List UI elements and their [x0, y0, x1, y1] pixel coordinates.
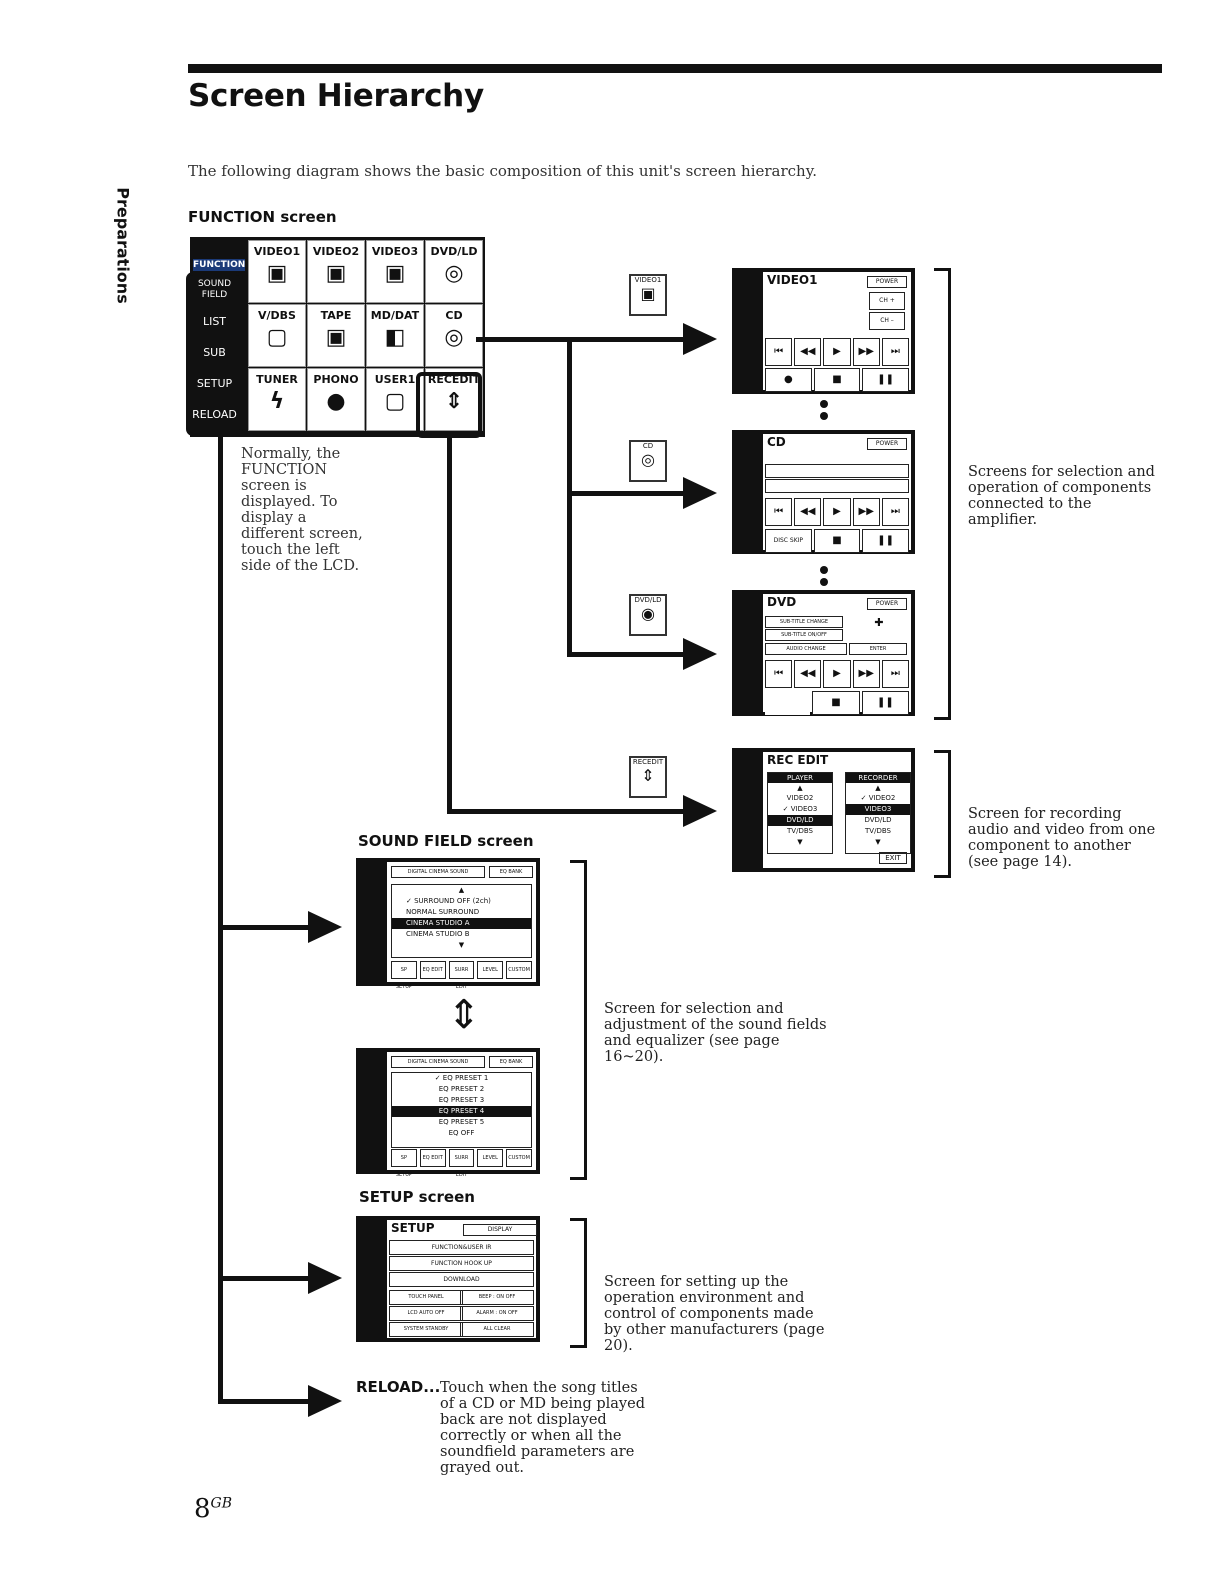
- sound-field-heading: SOUND FIELD screen: [358, 832, 534, 850]
- bracket: [570, 860, 587, 1180]
- ellipsis-icon: [820, 412, 828, 420]
- arrow-icon: [683, 638, 717, 670]
- cursor-pad-icon[interactable]: ✚: [874, 616, 884, 629]
- list-item[interactable]: EQ PRESET 5: [438, 1118, 485, 1126]
- tape-icon: ▣: [266, 261, 288, 286]
- recedit-button[interactable]: RECEDIT ⇕: [629, 756, 667, 798]
- dvd-screen: [732, 590, 915, 716]
- function-note: Normally, the FUNCTION screen is displayed. To display a different screen, touch the left side of the LCD.: [241, 446, 363, 574]
- top-rule: [188, 64, 1162, 73]
- record-icon: ●: [326, 389, 346, 414]
- rec-edit-screen: [732, 748, 915, 872]
- list-item[interactable]: DVD/LD: [864, 816, 892, 824]
- tab-eq-bank[interactable]: EQ BANK: [489, 866, 533, 878]
- list-item[interactable]: TV/DBS: [787, 827, 813, 835]
- video1-title: VIDEO1: [767, 273, 818, 287]
- recorder-list: [845, 772, 911, 854]
- eq-preset-list: [391, 1072, 532, 1148]
- beep-toggle[interactable]: BEEP : ON OFF: [460, 1290, 534, 1305]
- transport-row: [765, 338, 909, 366]
- record-icon[interactable]: ●: [765, 368, 812, 392]
- branch-line: [218, 1399, 310, 1404]
- ellipsis-icon: [820, 578, 828, 586]
- function-screen-heading: FUNCTION screen: [188, 208, 337, 226]
- rewind-icon[interactable]: ◀◀: [794, 660, 821, 688]
- rec-edit-title: REC EDIT: [767, 753, 829, 767]
- pause-icon[interactable]: ❚❚: [862, 368, 909, 392]
- tuner-icon: ϟ: [269, 389, 285, 414]
- list-item[interactable]: VIDEO3: [846, 804, 910, 815]
- recedit-icon: ⇕: [641, 766, 655, 785]
- arrow-icon: [683, 323, 717, 355]
- ellipsis-icon: [820, 400, 828, 408]
- power-button[interactable]: POWER: [867, 276, 907, 288]
- player-list: [767, 772, 833, 854]
- setup-screen: [356, 1216, 540, 1342]
- branch-line: [476, 337, 686, 342]
- alarm-toggle[interactable]: ALARM : ON OFF: [460, 1306, 534, 1321]
- arrow-icon: [683, 477, 717, 509]
- recedit-icon: ⇕: [444, 389, 464, 414]
- play-icon[interactable]: ▶: [823, 660, 850, 688]
- tape-icon: ▣: [325, 261, 347, 286]
- cd-button[interactable]: CD ◎: [629, 440, 667, 482]
- subtitle-onoff-button[interactable]: SUB-TITLE ON/OFF: [765, 629, 843, 641]
- function-cell-recedit[interactable]: RECEDIT ⇕: [425, 368, 483, 431]
- prev-track-icon[interactable]: ⏮: [765, 498, 792, 526]
- arrow-icon: [308, 911, 342, 943]
- tv-icon: ▢: [266, 325, 288, 350]
- next-track-icon[interactable]: ⏭: [882, 498, 909, 526]
- forward-icon[interactable]: ▶▶: [853, 338, 880, 366]
- dvd-title: DVD: [767, 595, 797, 609]
- sp-setup-button[interactable]: SP SETUP: [391, 1149, 417, 1167]
- surr-edit-button[interactable]: SURR EDIT: [449, 1149, 475, 1167]
- stop-icon[interactable]: ■: [814, 368, 861, 392]
- eq-edit-button[interactable]: EQ EDIT: [420, 1149, 446, 1167]
- sound-field-screen-1: [356, 858, 540, 990]
- reload-text: Touch when the song titles of a CD or MD being played back are not displayed correctly or when all the soundfield parameters are grayed out.: [440, 1380, 645, 1476]
- branch-line: [447, 436, 452, 812]
- video1-button[interactable]: VIDEO1 ▣: [629, 274, 667, 316]
- power-button[interactable]: POWER: [867, 598, 907, 610]
- download-button[interactable]: DOWNLOAD: [389, 1272, 534, 1287]
- recorder-header: RECORDER: [846, 773, 910, 783]
- disc-icon: ◉: [641, 604, 655, 623]
- branch-line: [218, 1276, 310, 1281]
- sound-field-buttons: [391, 961, 532, 990]
- function-left-menu: [186, 272, 243, 436]
- list-item[interactable]: NORMAL SURROUND: [406, 908, 480, 916]
- list-item[interactable]: ✓ VIDEO3: [782, 805, 818, 813]
- next-track-icon[interactable]: ⏭: [882, 660, 909, 688]
- disc-skip-button[interactable]: DISC SKIP: [765, 529, 812, 553]
- player-header: PLAYER: [768, 773, 832, 783]
- eq-edit-button[interactable]: EQ EDIT: [420, 961, 446, 979]
- list-item[interactable]: ✓ VIDEO2: [860, 794, 896, 802]
- stop-icon[interactable]: ■: [812, 691, 859, 715]
- list-item[interactable]: CINEMA STUDIO B: [406, 930, 470, 938]
- page-title: Screen Hierarchy: [188, 78, 484, 114]
- transport-row: [765, 529, 909, 553]
- video1-screen: [732, 268, 915, 394]
- branch-line: [447, 809, 686, 814]
- cd-screen: [732, 430, 915, 554]
- transport-row: [765, 368, 909, 392]
- menu-setup[interactable]: SETUP: [196, 377, 233, 390]
- tape-icon: ▣: [384, 261, 406, 286]
- down-arrow-icon[interactable]: ▼: [875, 838, 881, 846]
- menu-sound-field[interactable]: SOUND FIELD: [197, 279, 232, 300]
- function-cell-tuner[interactable]: TUNER ϟ: [248, 368, 306, 431]
- list-item[interactable]: EQ PRESET 4: [392, 1106, 531, 1117]
- function-cell-mddat[interactable]: MD/DAT ◧: [366, 304, 424, 367]
- function-user-ir-button[interactable]: FUNCTION&USER IR: [389, 1240, 534, 1255]
- function-cell-video2[interactable]: VIDEO2 ▣: [307, 240, 365, 303]
- function-cell-cd[interactable]: CD ◎: [425, 304, 483, 367]
- surr-edit-button[interactable]: SURR EDIT: [449, 961, 475, 979]
- pause-icon[interactable]: ❚❚: [862, 691, 909, 715]
- arrow-icon: [683, 795, 717, 827]
- exit-button[interactable]: EXIT: [879, 852, 907, 864]
- branch-line: [567, 491, 686, 496]
- branch-line: [567, 337, 572, 657]
- level-button[interactable]: LEVEL: [477, 961, 503, 979]
- menu-sub[interactable]: SUB: [203, 346, 226, 359]
- subtitle-change-button[interactable]: SUB-TITLE CHANGE: [765, 616, 843, 628]
- side-tab-label: Preparations: [113, 187, 133, 304]
- list-item[interactable]: VIDEO2: [786, 794, 814, 802]
- sound-field-buttons: [391, 1149, 532, 1178]
- stop-icon[interactable]: ■: [814, 529, 861, 553]
- list-item[interactable]: TV/DBS: [865, 827, 891, 835]
- transport-row: [765, 498, 909, 526]
- setup-heading: SETUP screen: [359, 1188, 475, 1206]
- lcd-auto-off-button[interactable]: LCD AUTO OFF: [389, 1306, 463, 1321]
- list-item[interactable]: EQ PRESET 2: [438, 1085, 485, 1093]
- pause-icon[interactable]: ❚❚: [862, 529, 909, 553]
- tab-digital-cinema-sound[interactable]: DIGITAL CINEMA SOUND: [391, 866, 485, 878]
- down-arrow-icon[interactable]: ▼: [458, 941, 465, 949]
- tab-eq-bank[interactable]: EQ BANK: [489, 1056, 533, 1068]
- sound-field-description: Screen for selection and adjustment of the sound fields and equalizer (see page 16~20).: [604, 1001, 827, 1065]
- setup-description: Screen for setting up the operation environment and control of components made by other manufacturers (page 20).: [604, 1274, 825, 1354]
- bracket: [934, 750, 951, 878]
- up-arrow-icon[interactable]: ▲: [458, 886, 465, 894]
- function-cell-dvd[interactable]: DVD/LD ◎: [425, 240, 483, 303]
- empty-slot: [765, 691, 810, 715]
- page-number-suffix: GB: [210, 1495, 233, 1512]
- up-arrow-icon[interactable]: ▲: [797, 784, 803, 792]
- intro-text: The following diagram shows the basic composition of this unit's screen hierarchy.: [188, 162, 817, 180]
- side-tab: [106, 187, 140, 314]
- list-item[interactable]: CINEMA STUDIO A: [392, 918, 531, 929]
- md-icon: ◧: [384, 325, 406, 350]
- menu-list[interactable]: LIST: [202, 315, 227, 328]
- list-item[interactable]: EQ PRESET 3: [438, 1096, 485, 1104]
- level-button[interactable]: LEVEL: [477, 1149, 503, 1167]
- disc-icon: ◎: [641, 450, 655, 469]
- transport-row: [765, 691, 909, 715]
- sp-setup-button[interactable]: SP SETUP: [391, 961, 417, 979]
- function-cell-tape[interactable]: TAPE ▣: [307, 304, 365, 367]
- rec-edit-description: Screen for recording audio and video from one component to another (see page 14).: [968, 806, 1156, 870]
- transport-row: [765, 660, 909, 688]
- all-clear-button[interactable]: ALL CLEAR: [460, 1322, 534, 1337]
- tv-icon: ▢: [384, 389, 406, 414]
- bracket: [934, 268, 951, 720]
- prev-track-icon[interactable]: ⏮: [765, 338, 792, 366]
- disc-icon: ◎: [444, 261, 464, 286]
- arrow-icon: [308, 1385, 342, 1417]
- branch-line: [567, 652, 686, 657]
- bracket: [570, 1218, 587, 1348]
- forward-icon[interactable]: ▶▶: [853, 498, 880, 526]
- next-track-icon[interactable]: ⏭: [882, 338, 909, 366]
- play-icon[interactable]: ▶: [823, 338, 850, 366]
- reload-label: RELOAD...: [356, 1378, 441, 1396]
- list-item[interactable]: ✓ SURROUND OFF (2ch): [406, 897, 491, 905]
- function-cell-video1[interactable]: VIDEO1 ▣: [248, 240, 306, 303]
- component-screens-description: Screens for selection and operation of components connected to the amplifier.: [968, 464, 1155, 528]
- function-cell-video3[interactable]: VIDEO3 ▣: [366, 240, 424, 303]
- function-cell-vdbs[interactable]: V/DBS ▢: [248, 304, 306, 367]
- play-icon[interactable]: ▶: [823, 498, 850, 526]
- ch-minus-button[interactable]: CH –: [869, 312, 905, 330]
- function-hook-up-button[interactable]: FUNCTION HOOK UP: [389, 1256, 534, 1271]
- page-number: [194, 1494, 232, 1524]
- forward-icon[interactable]: ▶▶: [853, 660, 880, 688]
- left-trunk-line: [218, 436, 223, 1402]
- function-tab[interactable]: FUNCTION: [193, 260, 246, 270]
- touch-panel-button[interactable]: TOUCH PANEL: [389, 1290, 463, 1305]
- prev-track-icon[interactable]: ⏮: [765, 660, 792, 688]
- tape-icon: ▣: [325, 325, 347, 350]
- tape-icon: ▣: [640, 284, 656, 303]
- disc-info-bar: [765, 464, 909, 478]
- double-arrow-icon: ⇕: [447, 992, 481, 1038]
- arrow-icon: [308, 1262, 342, 1294]
- sound-field-list: [391, 884, 532, 958]
- function-cell-user1[interactable]: USER1 ▢: [366, 368, 424, 431]
- audio-change-button[interactable]: AUDIO CHANGE: [765, 643, 847, 655]
- up-arrow-icon[interactable]: ▲: [875, 784, 881, 792]
- power-button[interactable]: POWER: [867, 438, 907, 450]
- dvd-button[interactable]: DVD/LD ◉: [629, 594, 667, 636]
- recedit-highlight: [416, 372, 482, 438]
- cd-title: CD: [767, 435, 786, 449]
- enter-button[interactable]: ENTER: [849, 643, 907, 655]
- menu-reload[interactable]: RELOAD: [192, 408, 237, 421]
- track-info-bar: [765, 479, 909, 493]
- list-item[interactable]: EQ OFF: [448, 1129, 475, 1137]
- custom-button[interactable]: CUSTOM: [506, 1149, 532, 1167]
- list-item[interactable]: ✓ EQ PRESET 1: [434, 1074, 489, 1082]
- ch-plus-button[interactable]: CH +: [869, 292, 905, 310]
- list-item[interactable]: DVD/LD: [768, 815, 832, 826]
- tab-digital-cinema-sound[interactable]: DIGITAL CINEMA SOUND: [391, 1056, 485, 1068]
- function-cell-phono[interactable]: PHONO ●: [307, 368, 365, 431]
- ellipsis-icon: [820, 566, 828, 574]
- display-button[interactable]: DISPLAY: [463, 1224, 537, 1236]
- custom-button[interactable]: CUSTOM: [506, 961, 532, 979]
- page-number-value: 8: [194, 1494, 211, 1524]
- system-standby-button[interactable]: SYSTEM STANDBY: [389, 1322, 463, 1337]
- rewind-icon[interactable]: ◀◀: [794, 498, 821, 526]
- down-arrow-icon[interactable]: ▼: [797, 838, 803, 846]
- sound-field-screen-2: [356, 1048, 540, 1178]
- disc-icon: ◎: [444, 325, 464, 350]
- branch-line: [218, 925, 310, 930]
- rewind-icon[interactable]: ◀◀: [794, 338, 821, 366]
- setup-title: SETUP: [391, 1221, 435, 1235]
